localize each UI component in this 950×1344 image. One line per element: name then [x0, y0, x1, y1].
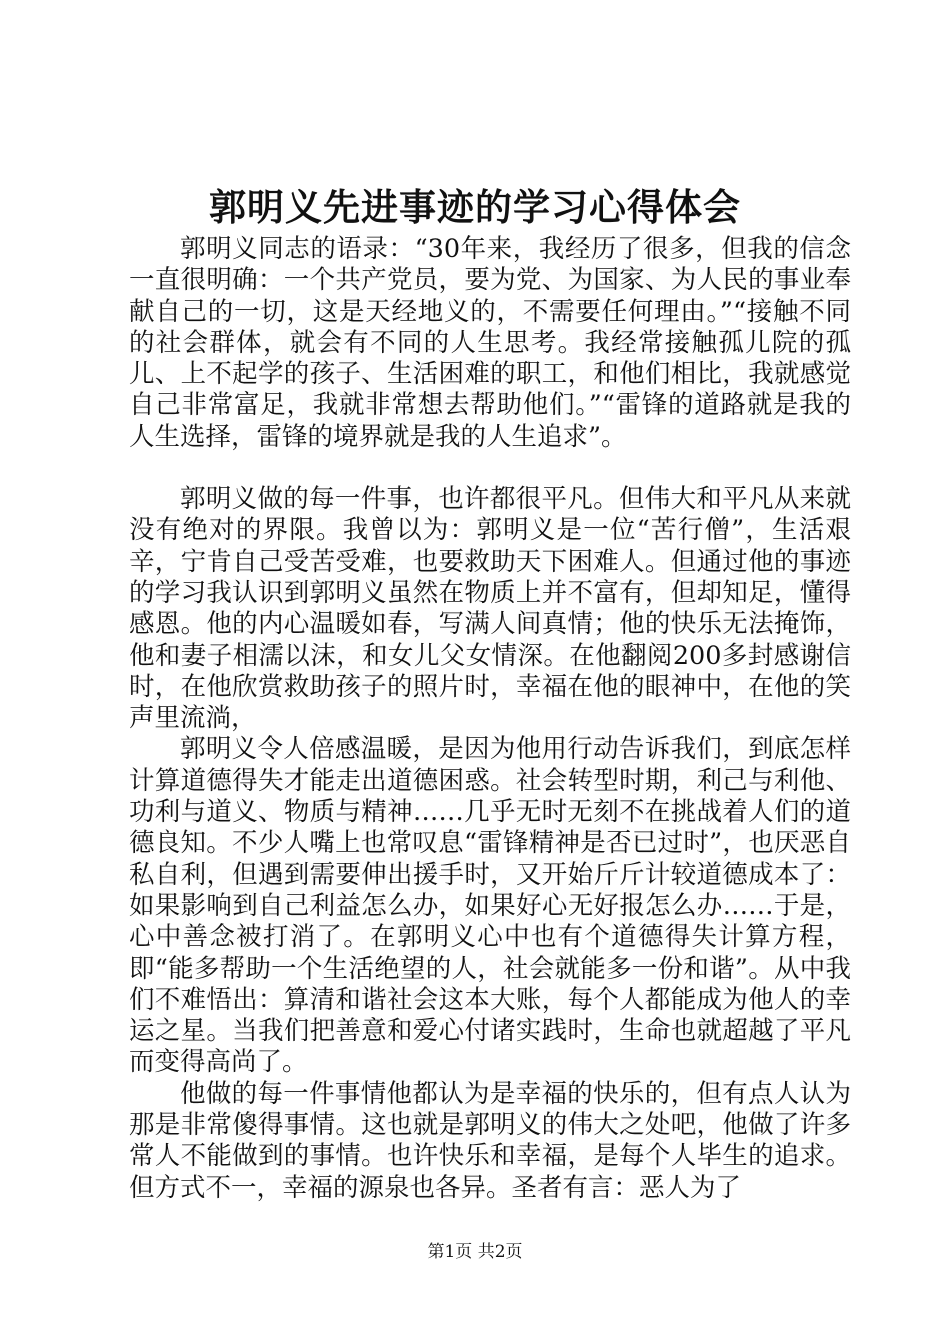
- paragraph-3: 郭明义令人倍感温暖，是因为他用行动告诉我们，到底怎样计算道德得失才能走出道德困惑。社会转型时期，利己与利他、功利与道义、物质与精神……几乎无时无刻不在挑战着人们的道德良知。不少人嘴上也常叹息“雷锋精神是否已过时”，也厌恶自私自利，但遇到需要伸出援手时，又开始斤斤计较道德成本了：如果影响到自己利益怎么办，如果好心无好报怎么办……于是，心中善念被打消了。在郭明义心中也有个道德得失计算方程，即“能多帮助一个生活绝望的人，社会就能多一份和谐”。从中我们不难悟出：算清和谐社会这本大账，每个人都能成为他人的幸运之星。当我们把善意和爱心付诸实践时，生命也就超越了平凡而变得高尚了。: [129, 734, 851, 1078]
- document-body: [129, 234, 851, 1204]
- paragraph-2: 郭明义做的每一件事，也许都很平凡。但伟大和平凡从来就没有绝对的界限。我曾以为：郭明义是一位“苦行僧”，生活艰辛，宁肯自己受苦受难，也要救助天下困难人。但通过他的事迹的学习我认识到郭明义虽然在物质上并不富有，但却知足，懂得感恩。他的内心温暖如春，写满人间真情；他的快乐无法掩饰，他和妻子相濡以沫，和女儿父女情深。在他翻阅200多封感谢信时，在他欣赏救助孩子的照片时，幸福在他的眼神中，在他的笑声里流淌，: [129, 484, 851, 734]
- page-number-footer: 第1页 共2页: [427, 1242, 523, 1262]
- paragraph-4: 他做的每一件事情他都认为是幸福的快乐的，但有点人认为那是非常傻得事情。这也就是郭明义的伟大之处吧，他做了许多常人不能做到的事情。也许快乐和幸福，是每个人毕生的追求。但方式不一，幸福的源泉也各异。圣者有言：恶人为了: [129, 1078, 851, 1203]
- paragraph-1: 郭明义同志的语录：“30年来，我经历了很多，但我的信念一直很明确：一个共产党员，要为党、为国家、为人民的事业奉献自己的一切，这是天经地义的，不需要任何理由。”“接触不同的社会群体，就会有不同的人生思考。我经常接触孤儿院的孤儿、上不起学的孩子、生活困难的职工，和他们相比，我就感觉自己非常富足，我就非常想去帮助他们。”“雷锋的道路就是我的人生选择，雷锋的境界就是我的人生追求”。: [129, 234, 851, 452]
- document-title: 郭明义先进事迹的学习心得体会: [209, 185, 741, 229]
